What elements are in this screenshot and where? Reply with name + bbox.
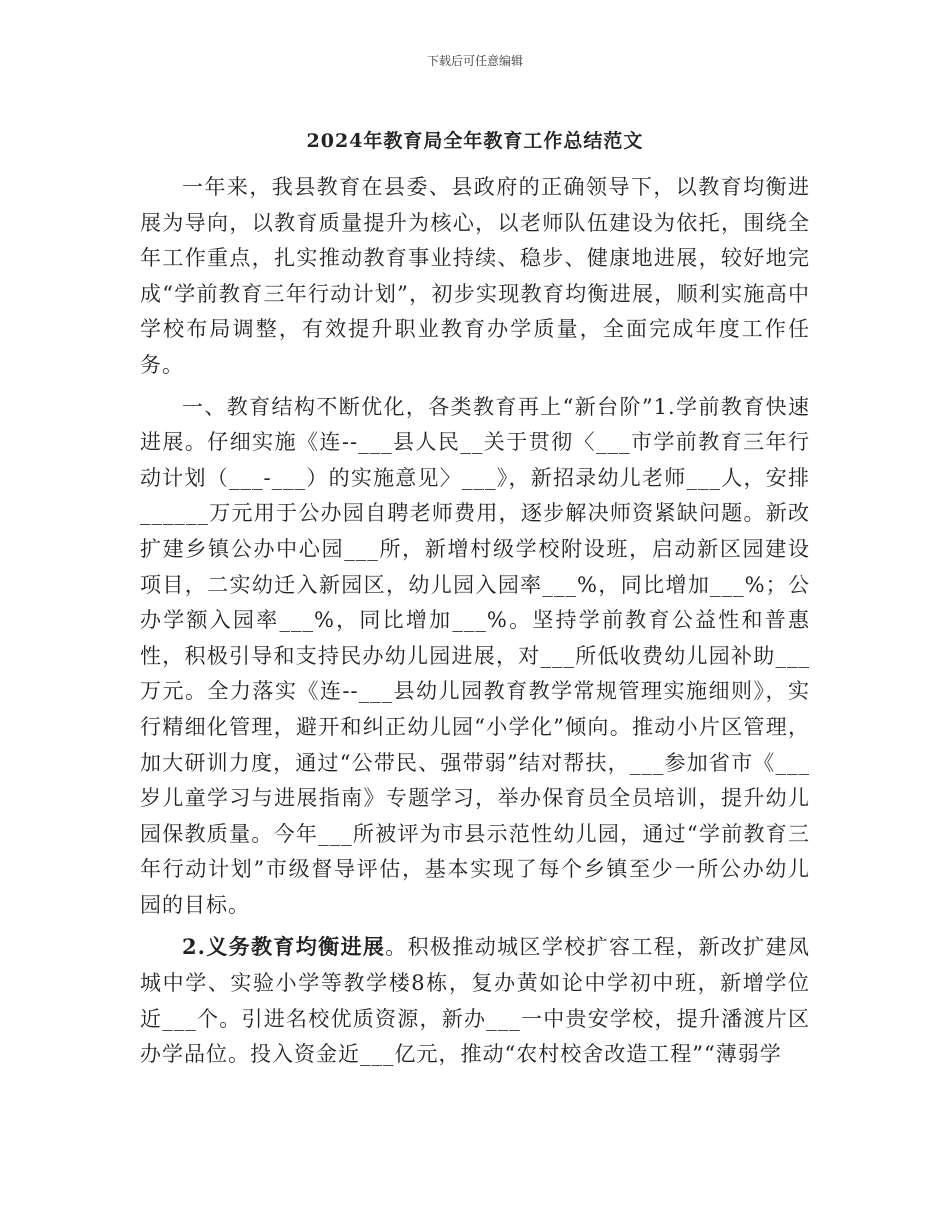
paragraph-section-2 xyxy=(140,929,810,1072)
paragraph-section-1 xyxy=(140,390,810,924)
paragraph-lead: 2.义务教育均衡进展 xyxy=(182,934,386,960)
paragraph-text: 一、教育结构不断优化，各类教育再上“新台阶”1.学前教育快速进展。仔细实施《连--___县人民__关于贯彻〈___市学前教育三年行动计划（___-___）的实施意见〉___》，新招录幼儿老师___人，安排______万元用于公办园自聘老师费用，逐步解决师资紧缺问题。新改扩建乡镇公办中心园___所，新增村级学校附设班，启动新区园建设项目，二实幼迁入新园区，幼儿园入园率___%，同比增加___%；公办学额入园率___%，同比增加___%。坚持学前教育公益性和普惠性，积极引导和支持民办幼儿园进展，对___所低收费幼儿园补助___万元。全力落实《连--___县幼儿园教育教学常规管理实施细则》，实行精细化管理，避开和纠正幼儿园“小学化”倾向。推动小片区管理，加大研训力度，通过“公带民、强带弱”结对帮扶，___参加省市《___岁儿童学习与进展指南》专题学习，举办保育员全员培训，提升幼儿园保教质量。今年___所被评为市县示范性幼儿园，通过“学前教育三年行动计划”市级督导评估，基本实现了每个乡镇至少一所公办幼儿园的目标。 xyxy=(140,394,810,917)
document-body xyxy=(140,170,810,1073)
paragraph-text: 一年来，我县教育在县委、县政府的正确领导下，以教育均衡进展为导向，以教育质量提升为核心，以老师队伍建设为依托，围绕全年工作重点，扎实推动教育事业持续、稳步、健康地进展，较好地完成“学前教育三年行动计划”，初步实现教育均衡进展，顺利实施高中学校布局调整，有效提升职业教育办学质量，全面完成年度工作任务。 xyxy=(140,175,810,377)
document-title: 2024年教育局全年教育工作总结范文 xyxy=(306,130,644,152)
page-header: 下载后可任意编辑 xyxy=(426,54,523,68)
paragraph-text: 。积极推动城区学校扩容工程，新改扩建凤城中学、实验小学等教学楼8栋，复办黄如论中学初中班，新增学位近___个。引进名校优质资源，新办___一中贵安学校，提升潘渡片区办学品位。投入资金近___亿元，推动“农村校舍改造工程”“薄弱学 xyxy=(140,935,810,1067)
paragraph-intro xyxy=(140,170,810,384)
